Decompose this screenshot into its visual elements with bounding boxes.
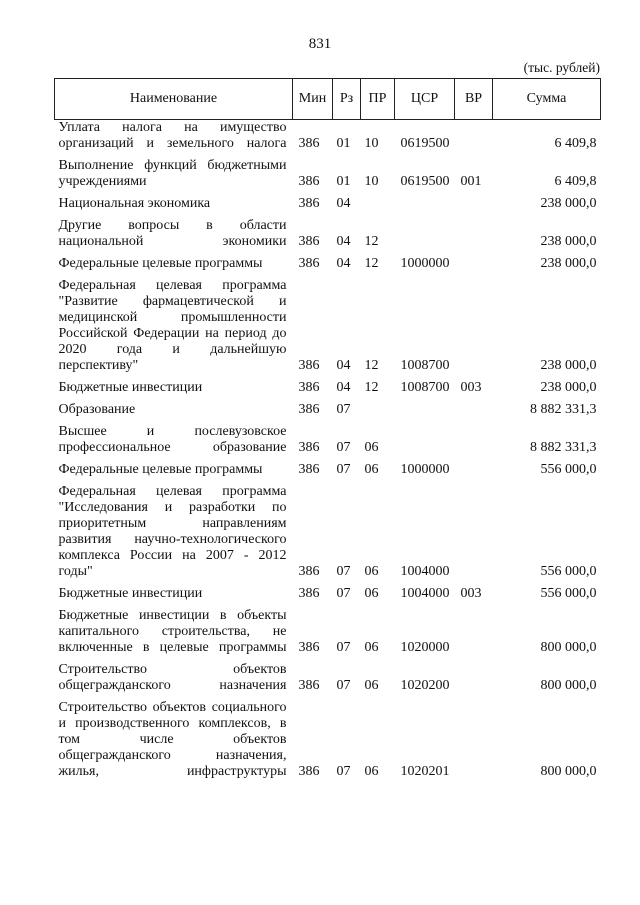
row-name: Федеральная целевая программа "Исследования и разработки по приоритетным направлениям развития научно-технологического комплекса России на 2007 - 2012 годы" bbox=[58, 484, 287, 579]
row-vr: 003 bbox=[460, 586, 482, 601]
row-min: 386 bbox=[298, 440, 320, 455]
row-vr bbox=[455, 212, 493, 250]
row-name: Высшее и послевузовское профессиональное образование bbox=[58, 424, 287, 455]
row-min: 386 bbox=[298, 402, 320, 417]
table-row bbox=[55, 396, 601, 418]
row-vr bbox=[455, 602, 493, 656]
table-row bbox=[55, 250, 601, 272]
row-name: Федеральная целевая программа "Развитие фармацевтической и медицинской промышленности Российской Федерации на период до 2020 года и дальнейшую перспективу" bbox=[58, 278, 287, 373]
row-name: Федеральные целевые программы bbox=[58, 256, 263, 271]
row-pr: 06 bbox=[364, 440, 379, 455]
row-name: Строительство объектов социального и производственного комплексов, в том числе объектов общегражданского назначения, жилья, инфраструктуры bbox=[58, 700, 287, 779]
row-min: 386 bbox=[298, 586, 320, 601]
row-rz: 01 bbox=[336, 174, 351, 189]
row-min: 386 bbox=[298, 196, 320, 211]
row-pr: 10 bbox=[364, 174, 379, 189]
table-row bbox=[55, 580, 601, 602]
row-rz: 07 bbox=[336, 462, 351, 477]
row-vr bbox=[455, 120, 493, 153]
row-csr: 0619500 bbox=[400, 174, 450, 189]
row-vr bbox=[455, 396, 493, 418]
row-min: 386 bbox=[298, 764, 320, 779]
row-name: Выполнение функций бюджетными учреждениями bbox=[58, 158, 287, 189]
table-row bbox=[55, 418, 601, 456]
header-csr: ЦСР bbox=[395, 79, 455, 120]
row-pr: 06 bbox=[364, 586, 379, 601]
row-rz: 04 bbox=[336, 196, 351, 211]
row-rz: 07 bbox=[336, 402, 351, 417]
row-vr bbox=[455, 456, 493, 478]
row-vr bbox=[455, 694, 493, 780]
row-rz: 07 bbox=[336, 564, 351, 579]
row-csr: 1000000 bbox=[400, 462, 450, 477]
row-sum: 556 000,0 bbox=[540, 462, 597, 477]
row-pr: 06 bbox=[364, 640, 379, 655]
table-row bbox=[55, 120, 601, 153]
row-rz: 07 bbox=[336, 586, 351, 601]
row-sum: 238 000,0 bbox=[540, 358, 597, 373]
header-vr: ВР bbox=[455, 79, 493, 120]
row-name: Национальная экономика bbox=[58, 196, 211, 211]
table-row bbox=[55, 602, 601, 656]
row-csr: 1004000 bbox=[400, 586, 450, 601]
table-row bbox=[55, 656, 601, 694]
row-csr: 1020000 bbox=[400, 640, 450, 655]
row-csr: 1020201 bbox=[400, 764, 450, 779]
row-vr bbox=[455, 478, 493, 580]
row-name: Федеральные целевые программы bbox=[58, 462, 263, 477]
row-min: 386 bbox=[298, 234, 320, 249]
table-row bbox=[55, 478, 601, 580]
row-vr: 001 bbox=[460, 174, 482, 189]
row-pr: 06 bbox=[364, 564, 379, 579]
units-label: (тыс. рублей) bbox=[523, 60, 600, 75]
row-pr bbox=[361, 396, 395, 418]
row-vr bbox=[455, 418, 493, 456]
table-row bbox=[55, 190, 601, 212]
header-sum: Сумма bbox=[493, 79, 601, 120]
row-vr bbox=[455, 656, 493, 694]
row-csr: 1020200 bbox=[400, 678, 450, 693]
row-csr bbox=[395, 418, 455, 456]
row-csr: 1000000 bbox=[400, 256, 450, 271]
row-pr: 12 bbox=[364, 380, 379, 395]
row-min: 386 bbox=[298, 640, 320, 655]
row-sum: 556 000,0 bbox=[540, 586, 597, 601]
header-min: Мин bbox=[293, 79, 333, 120]
table-header-row bbox=[55, 79, 601, 120]
row-rz: 07 bbox=[336, 678, 351, 693]
row-min: 386 bbox=[298, 174, 320, 189]
row-csr: 1004000 bbox=[400, 564, 450, 579]
row-vr: 003 bbox=[460, 380, 482, 395]
row-min: 386 bbox=[298, 678, 320, 693]
row-min: 386 bbox=[298, 136, 320, 151]
row-rz: 01 bbox=[336, 136, 351, 151]
row-sum: 6 409,8 bbox=[554, 136, 597, 151]
row-sum: 238 000,0 bbox=[540, 380, 597, 395]
table-row bbox=[55, 694, 601, 780]
row-vr bbox=[455, 272, 493, 374]
row-sum: 800 000,0 bbox=[540, 640, 597, 655]
table-row bbox=[55, 152, 601, 190]
row-min: 386 bbox=[298, 358, 320, 373]
row-name: Бюджетные инвестиции в объекты капитального строительства, не включенные в целевые программы bbox=[58, 608, 287, 655]
row-pr: 06 bbox=[364, 678, 379, 693]
row-sum: 6 409,8 bbox=[554, 174, 597, 189]
row-sum: 8 882 331,3 bbox=[530, 440, 597, 455]
row-csr bbox=[395, 212, 455, 250]
row-name: Бюджетные инвестиции bbox=[58, 586, 203, 601]
row-rz: 04 bbox=[336, 380, 351, 395]
row-pr: 12 bbox=[364, 358, 379, 373]
budget-table bbox=[54, 78, 601, 780]
row-pr bbox=[361, 190, 395, 212]
row-rz: 07 bbox=[336, 640, 351, 655]
table-row bbox=[55, 374, 601, 396]
row-csr bbox=[395, 190, 455, 212]
header-pr: ПР bbox=[361, 79, 395, 120]
table-row bbox=[55, 212, 601, 250]
row-pr: 10 bbox=[364, 136, 379, 151]
row-csr: 0619500 bbox=[400, 136, 450, 151]
header-rz: Рз bbox=[333, 79, 361, 120]
row-csr: 1008700 bbox=[400, 358, 450, 373]
row-vr bbox=[455, 190, 493, 212]
table-row bbox=[55, 272, 601, 374]
row-sum: 800 000,0 bbox=[540, 678, 597, 693]
row-min: 386 bbox=[298, 256, 320, 271]
row-name: Образование bbox=[58, 402, 136, 417]
row-pr: 06 bbox=[364, 462, 379, 477]
row-sum: 238 000,0 bbox=[540, 256, 597, 271]
row-min: 386 bbox=[298, 564, 320, 579]
row-pr: 06 bbox=[364, 764, 379, 779]
row-sum: 238 000,0 bbox=[540, 196, 597, 211]
row-rz: 04 bbox=[336, 358, 351, 373]
row-csr bbox=[395, 396, 455, 418]
row-pr: 12 bbox=[364, 256, 379, 271]
row-sum: 238 000,0 bbox=[540, 234, 597, 249]
table-row bbox=[55, 456, 601, 478]
row-name: Другие вопросы в области национальной экономики bbox=[58, 218, 287, 249]
page-number: 831 bbox=[308, 36, 332, 52]
row-sum: 8 882 331,3 bbox=[530, 402, 597, 417]
row-pr: 12 bbox=[364, 234, 379, 249]
row-name: Уплата налога на имущество организаций и земельного налога bbox=[58, 120, 287, 151]
row-name: Бюджетные инвестиции bbox=[58, 380, 203, 395]
row-min: 386 bbox=[298, 380, 320, 395]
row-rz: 04 bbox=[336, 256, 351, 271]
row-vr bbox=[455, 250, 493, 272]
row-sum: 800 000,0 bbox=[540, 764, 597, 779]
row-csr: 1008700 bbox=[400, 380, 450, 395]
header-name: Наименование bbox=[55, 79, 293, 120]
row-rz: 04 bbox=[336, 234, 351, 249]
row-min: 386 bbox=[298, 462, 320, 477]
row-sum: 556 000,0 bbox=[540, 564, 597, 579]
row-rz: 07 bbox=[336, 764, 351, 779]
row-rz: 07 bbox=[336, 440, 351, 455]
row-name: Строительство объектов общегражданского назначения bbox=[58, 662, 287, 693]
